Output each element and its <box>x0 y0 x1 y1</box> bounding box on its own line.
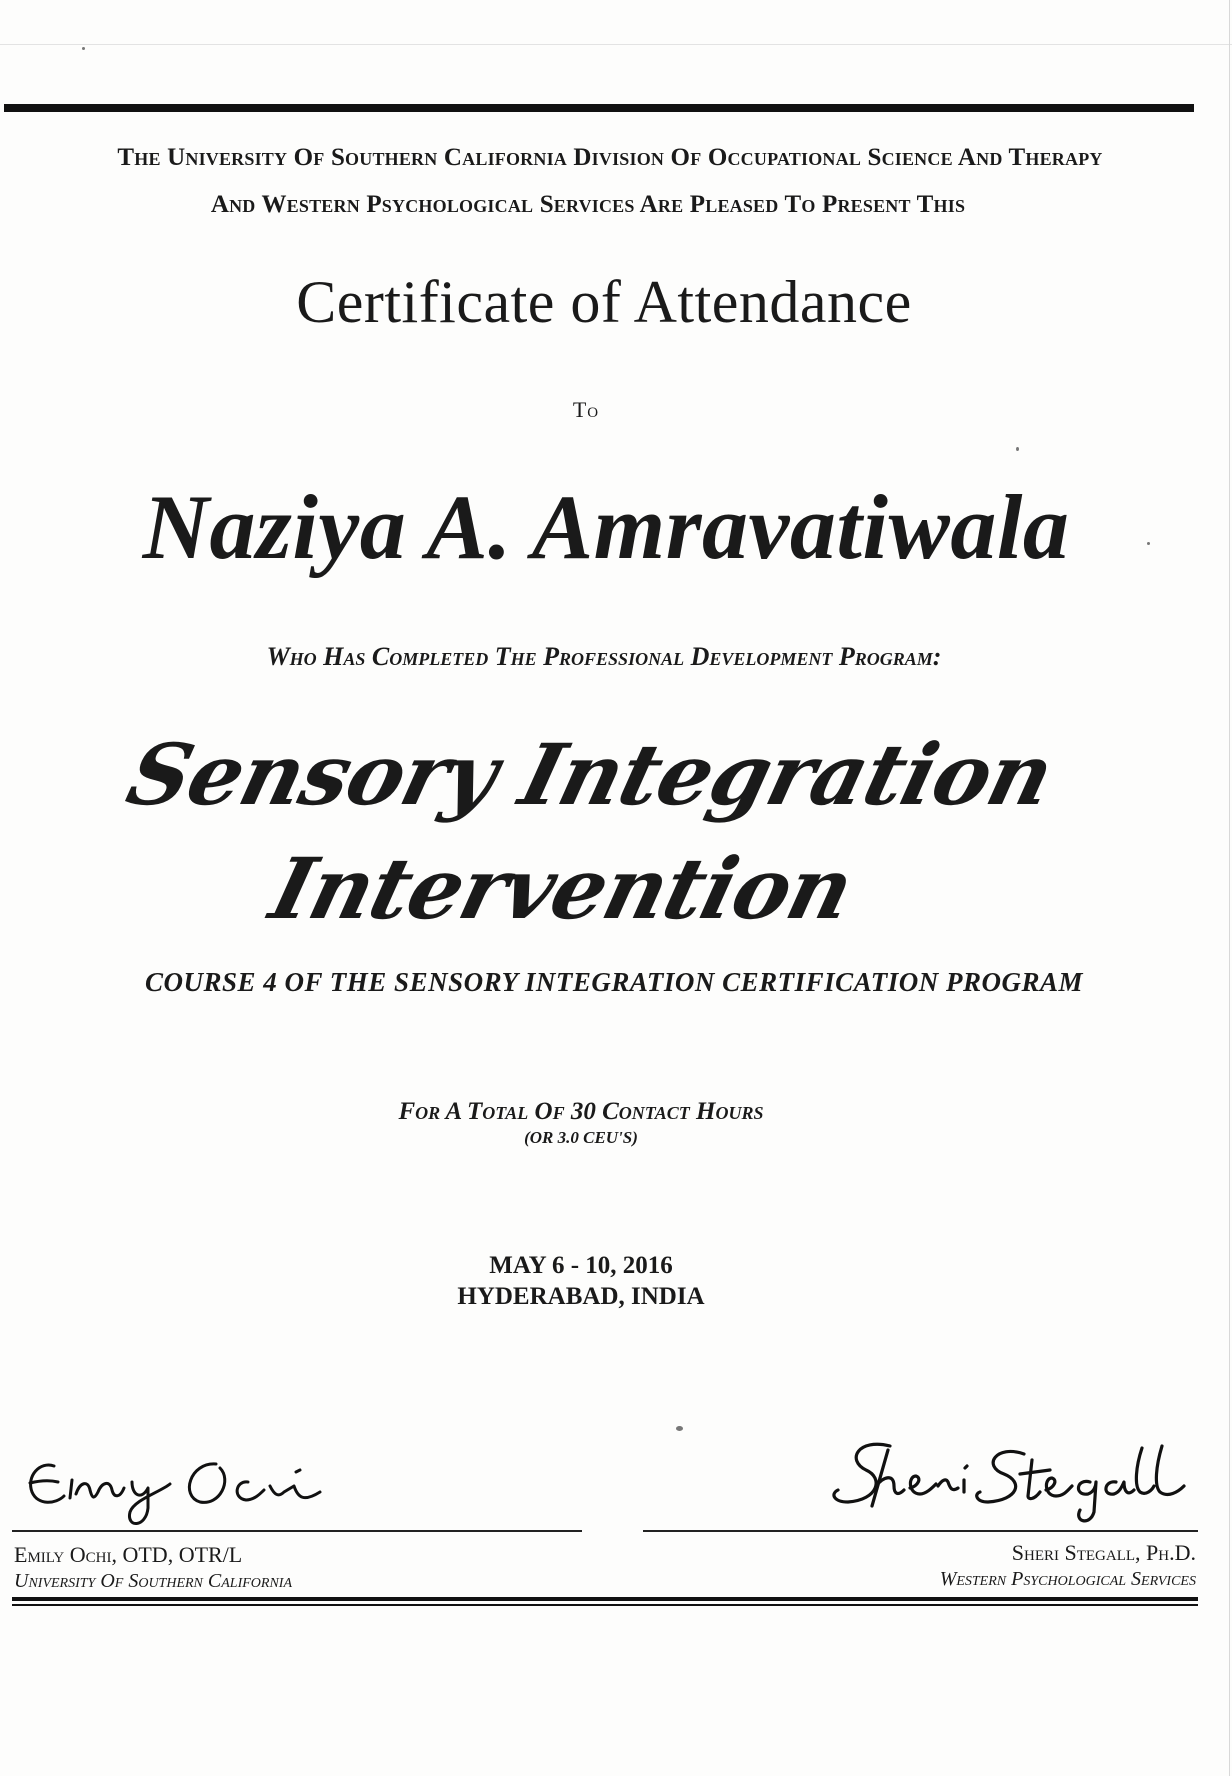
scan-edge-right <box>1229 0 1230 1776</box>
ceu-count: (OR 3.0 CEU'S) <box>524 1128 638 1147</box>
signatory-right-name: Sheri Stegall, Ph.D. <box>1011 1540 1196 1565</box>
top-rule <box>4 104 1194 112</box>
scan-speck <box>1016 447 1019 451</box>
bottom-rule-thin <box>12 1604 1198 1606</box>
program-name-line-2: Intervention <box>261 839 863 938</box>
recipient-name: Naziya A. Amravatiwala <box>142 476 1070 578</box>
completed-statement: Who Has Completed The Professional Development Program: <box>266 642 942 671</box>
signature-line-right <box>643 1530 1198 1532</box>
to-label: To <box>572 397 600 422</box>
signature-left-svg <box>20 1436 350 1526</box>
signature-right-svg <box>828 1430 1188 1530</box>
event-date: MAY 6 - 10, 2016 <box>489 1252 673 1279</box>
signatory-left-organization: University Of Southern California <box>14 1570 292 1592</box>
signature-sheri-stegall <box>828 1430 1188 1530</box>
presenter-line-1: The University Of Southern California Division Of Occupational Science And Therapy <box>117 144 1103 171</box>
bottom-rule-thick <box>12 1597 1198 1601</box>
signatory-left-name: Emily Ochi, OTD, OTR/L <box>14 1542 243 1567</box>
program-name-line-1: Sensory Integration <box>118 725 1063 824</box>
scan-speck <box>676 1426 683 1431</box>
course-description: COURSE 4 OF THE SENSORY INTEGRATION CERTIFICATION PROGRAM <box>145 967 1083 997</box>
contact-hours: For A Total Of 30 Contact Hours <box>398 1098 764 1125</box>
signatory-right-organization: Western Psychological Services <box>939 1568 1196 1590</box>
certificate-title: Certificate of Attendance <box>296 269 912 335</box>
event-location: HYDERABAD, INDIA <box>457 1283 705 1310</box>
signature-emily-ochi <box>20 1436 350 1526</box>
scan-edge-line <box>0 44 1232 45</box>
scan-speck <box>82 47 85 50</box>
signature-line-left <box>12 1530 582 1532</box>
presenter-line-2: And Western Psychological Services Are Pleased To Present This <box>210 191 966 218</box>
program-name <box>0 718 1220 946</box>
